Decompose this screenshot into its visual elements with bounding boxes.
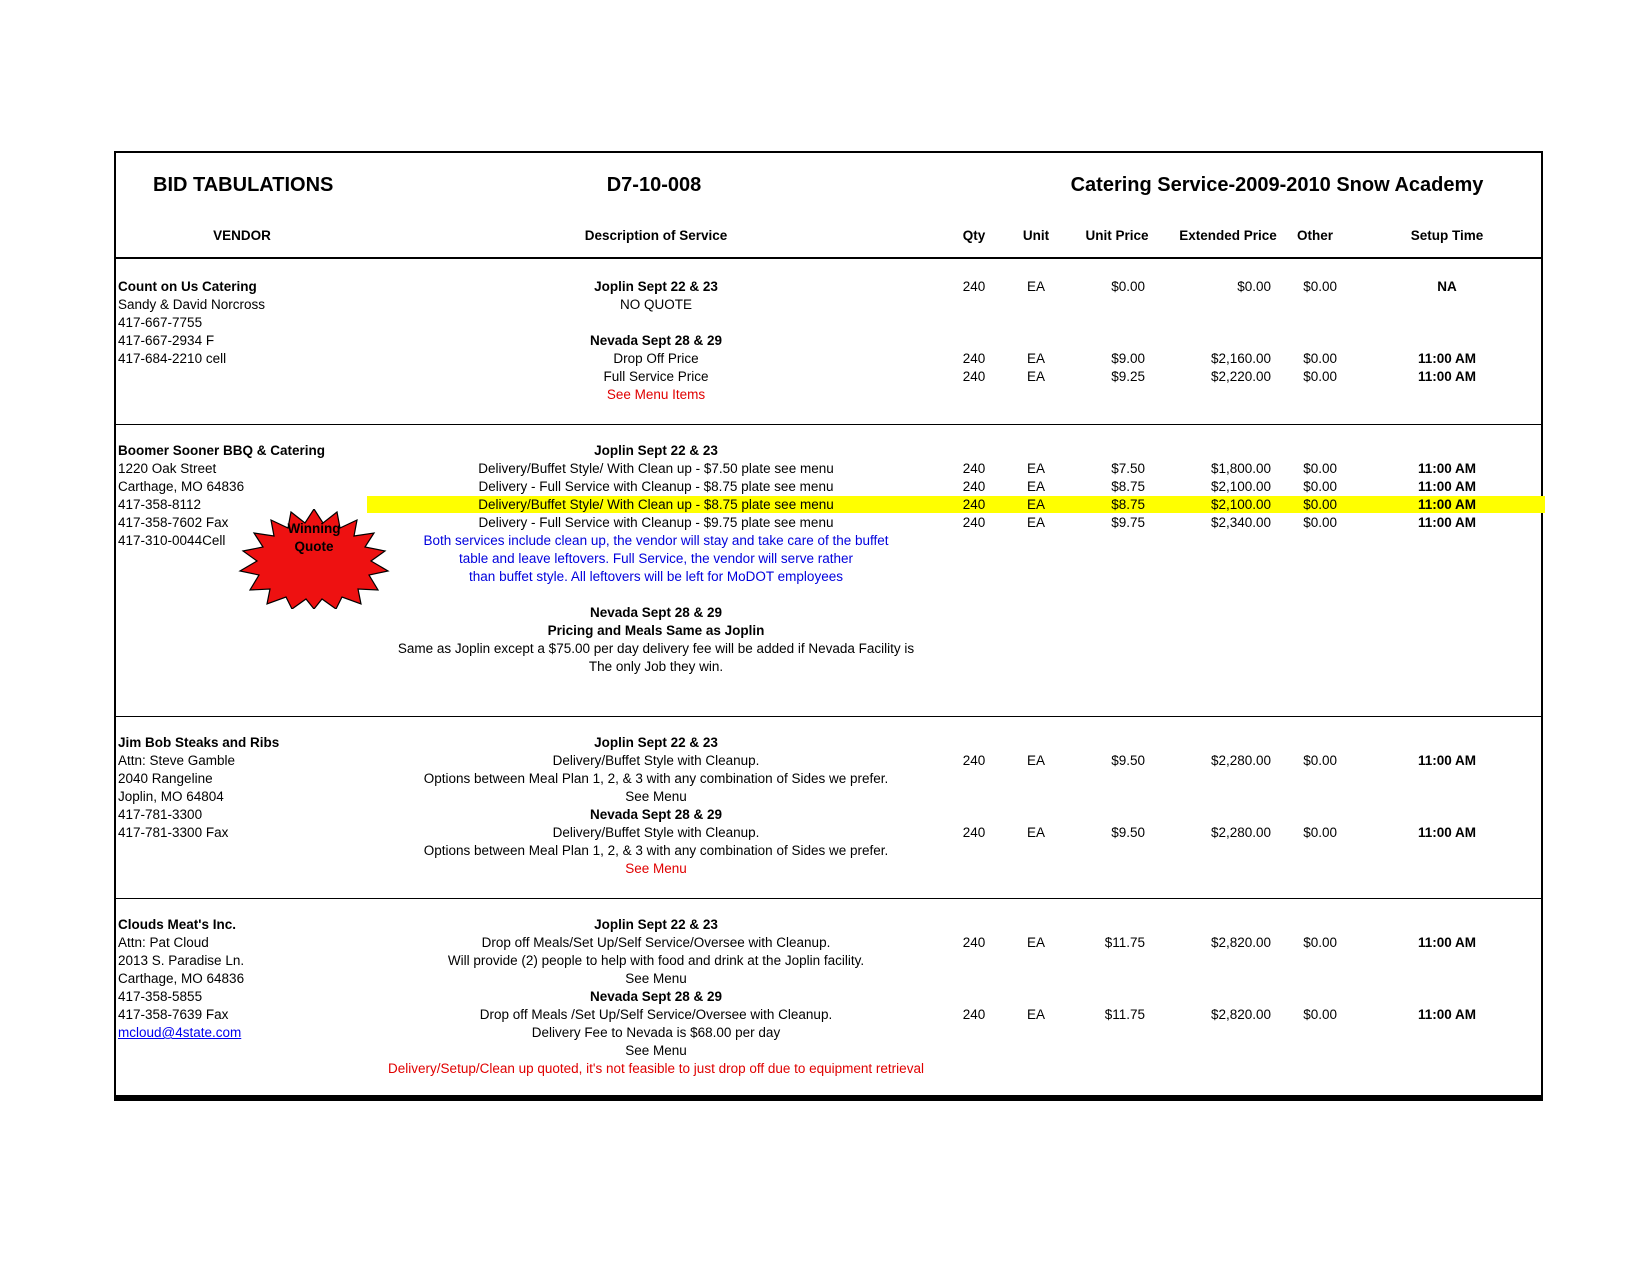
service-line: Delivery/Buffet Style with Cleanup.: [552, 753, 760, 768]
vendor-contact: Attn: Steve Gamble: [118, 753, 236, 768]
unit-cell: EA: [1026, 935, 1046, 950]
service-note: than buffet style. All leftovers will be left for MoDOT employees: [469, 569, 843, 584]
service-options: Options between Meal Plan 1, 2, & 3 with any combination of Sides we prefer.: [423, 843, 889, 858]
unit-price-cell: $8.75: [1111, 479, 1145, 494]
setup-time-cell: 11:00 AM: [1417, 479, 1477, 494]
setup-time-cell: 11:00 AM: [1417, 369, 1477, 384]
unit-price-cell: $9.00: [1111, 351, 1145, 366]
service-line: Drop off Meals/Set Up/Self Service/Oversee with Cleanup.: [481, 935, 831, 950]
header-divider: [116, 257, 1541, 259]
extended-price-cell: $2,820.00: [1210, 1007, 1271, 1022]
other-cell: $0.00: [1303, 1007, 1337, 1022]
service-line: Delivery - Full Service with Cleanup - $9.75 plate see menu: [478, 515, 834, 530]
qty-cell: 240: [962, 351, 986, 366]
setup-time-cell: 11:00 AM: [1417, 515, 1477, 530]
service-line-winning: Delivery/Buffet Style/ With Clean up - $8.75 plate see menu: [478, 497, 834, 512]
vendor-fax: 417-358-7639 Fax: [118, 1007, 229, 1022]
qty-cell: 240: [962, 935, 986, 950]
unit-price-cell: $9.25: [1111, 369, 1145, 384]
unit-cell: EA: [1026, 1007, 1046, 1022]
service-note: Both services include clean up, the vendor will stay and take care of the buffet: [423, 533, 889, 548]
qty-cell: 240: [962, 1007, 986, 1022]
joplin-heading: Joplin Sept 22 & 23: [594, 443, 718, 458]
other-cell: $0.00: [1303, 479, 1337, 494]
extended-price-cell: $1,800.00: [1210, 461, 1271, 476]
vendor-cell: 417-684-2210 cell: [118, 351, 227, 366]
service-staffing: Will provide (2) people to help with food and drink at the Joplin facility.: [447, 953, 865, 968]
service-line: Delivery/Buffet Style with Cleanup.: [552, 825, 760, 840]
service-line: Delivery/Buffet Style/ With Clean up - $7.50 plate see menu: [478, 461, 834, 476]
service-note: table and leave leftovers. Full Service, the vendor will serve rather: [459, 551, 853, 566]
col-qty: Qty: [962, 228, 986, 243]
unit-cell: EA: [1026, 351, 1046, 366]
qty-cell: 240: [962, 369, 986, 384]
vendor-name: Boomer Sooner BBQ & Catering: [118, 443, 326, 458]
col-description: Description of Service: [584, 228, 728, 243]
bid-subject: Catering Service-2009-2010 Snow Academy: [1070, 174, 1484, 196]
service-options: Options between Meal Plan 1, 2, & 3 with any combination of Sides we prefer.: [423, 771, 889, 786]
section-divider: [116, 898, 1541, 899]
extended-price-cell: $2,220.00: [1210, 369, 1271, 384]
setup-time-cell: NA: [1437, 279, 1457, 294]
section-divider: [116, 716, 1541, 717]
unit-cell: EA: [1026, 753, 1046, 768]
unit-cell: EA: [1026, 369, 1046, 384]
vendor-city: Joplin, MO 64804: [118, 789, 224, 804]
vendor-fax: 417-667-2934 F: [118, 333, 215, 348]
nevada-heading: Nevada Sept 28 & 29: [589, 807, 723, 822]
see-menu-note: See Menu: [625, 789, 687, 804]
vendor-contact: Attn: Pat Cloud: [118, 935, 209, 950]
unit-price-cell: $9.75: [1111, 515, 1145, 530]
service-line: Drop off Meals /Set Up/Self Service/Oversee with Cleanup.: [479, 1007, 833, 1022]
other-cell: $0.00: [1303, 351, 1337, 366]
extended-price-cell: $2,280.00: [1210, 825, 1271, 840]
setup-time-cell: 11:00 AM: [1417, 935, 1477, 950]
qty-cell: 240: [962, 515, 986, 530]
unit-price-cell: $11.75: [1104, 935, 1145, 950]
other-cell: $0.00: [1303, 279, 1337, 294]
setup-time-cell: 11:00 AM: [1417, 461, 1477, 476]
vendor-name: Clouds Meat's Inc.: [118, 917, 236, 932]
see-menu-note: See Menu: [625, 971, 687, 986]
other-cell: $0.00: [1303, 753, 1337, 768]
see-menu-note: See Menu Items: [606, 387, 706, 402]
bid-tabulation-table: [114, 151, 1543, 1101]
extended-price-cell: $2,280.00: [1210, 753, 1271, 768]
col-other: Other: [1296, 228, 1334, 243]
nevada-heading: Nevada Sept 28 & 29: [589, 989, 723, 1004]
vendor-fax: 417-781-3300 Fax: [118, 825, 229, 840]
nevada-heading: Nevada Sept 28 & 29: [589, 333, 723, 348]
joplin-heading: Joplin Sept 22 & 23: [594, 917, 718, 932]
vendor-phone: 417-358-5855: [118, 989, 203, 1004]
vendor-city: Carthage, MO 64836: [118, 479, 245, 494]
qty-cell: 240: [962, 497, 986, 512]
qty-cell: 240: [962, 461, 986, 476]
extended-price-cell: $2,100.00: [1210, 479, 1271, 494]
vendor-contact: Sandy & David Norcross: [118, 297, 266, 312]
setup-time-cell: 11:00 AM: [1417, 351, 1477, 366]
vendor-note: Delivery/Setup/Clean up quoted, it's not feasible to just drop off due to equipment retrieval: [388, 1061, 924, 1076]
setup-time-cell: 11:00 AM: [1417, 497, 1477, 512]
other-cell: $0.00: [1303, 935, 1337, 950]
qty-cell: 240: [962, 479, 986, 494]
col-extended-price: Extended Price: [1179, 228, 1277, 243]
col-vendor: VENDOR: [213, 228, 271, 243]
vendor-name: Jim Bob Steaks and Ribs: [118, 735, 280, 750]
unit-price-cell: $9.50: [1111, 825, 1145, 840]
other-cell: $0.00: [1303, 515, 1337, 530]
nevada-text: Same as Joplin except a $75.00 per day delivery fee will be added if Nevada Facility is: [397, 641, 915, 656]
vendor-name: Count on Us Catering: [118, 279, 257, 294]
vendor-address: 2013 S. Paradise Ln.: [118, 953, 245, 968]
extended-price-cell: $2,820.00: [1210, 935, 1271, 950]
vendor-address: 1220 Oak Street: [118, 461, 217, 476]
qty-cell: 240: [962, 753, 986, 768]
nevada-text: The only Job they win.: [588, 659, 724, 674]
see-menu-note: See Menu: [625, 861, 687, 876]
joplin-heading: Joplin Sept 22 & 23: [594, 279, 718, 294]
setup-time-cell: 11:00 AM: [1417, 1007, 1477, 1022]
unit-cell: EA: [1026, 825, 1046, 840]
unit-cell: EA: [1026, 461, 1046, 476]
unit-price-cell: $9.50: [1111, 753, 1145, 768]
service-line: Drop Off Price: [613, 351, 699, 366]
unit-price-cell: $8.75: [1111, 497, 1145, 512]
no-quote: NO QUOTE: [619, 297, 693, 312]
extended-price-cell: $2,160.00: [1210, 351, 1271, 366]
unit-cell: EA: [1026, 279, 1046, 294]
vendor-phone: 417-358-8112: [118, 497, 202, 512]
other-cell: $0.00: [1303, 461, 1337, 476]
vendor-email-link[interactable]: mcloud@4state.com: [118, 1025, 242, 1040]
joplin-heading: Joplin Sept 22 & 23: [594, 735, 718, 750]
unit-price-cell: $7.50: [1111, 461, 1145, 476]
other-cell: $0.00: [1303, 825, 1337, 840]
section-divider: [116, 424, 1541, 425]
vendor-fax: 417-358-7602 Fax: [118, 515, 229, 530]
extended-price-cell: $0.00: [1237, 279, 1271, 294]
qty-cell: 240: [962, 279, 986, 294]
page-title: BID TABULATIONS: [153, 174, 334, 196]
unit-price-cell: $11.75: [1104, 1007, 1145, 1022]
see-menu-note: See Menu: [625, 1043, 687, 1058]
vendor-cell: 417-310-0044Cell: [118, 533, 226, 548]
other-cell: $0.00: [1303, 497, 1337, 512]
qty-cell: 240: [962, 825, 986, 840]
extended-price-cell: $2,340.00: [1210, 515, 1271, 530]
other-cell: $0.00: [1303, 369, 1337, 384]
vendor-phone: 417-781-3300: [118, 807, 203, 822]
col-setup-time: Setup Time: [1410, 228, 1484, 243]
unit-price-cell: $0.00: [1111, 279, 1145, 294]
vendor-phone: 417-667-7755: [118, 315, 203, 330]
service-line: Delivery - Full Service with Cleanup - $8.75 plate see menu: [478, 479, 834, 494]
service-line: Full Service Price: [603, 369, 709, 384]
vendor-address: 2040 Rangeline: [118, 771, 213, 786]
nevada-heading: Nevada Sept 28 & 29: [589, 605, 723, 620]
unit-cell: EA: [1026, 515, 1046, 530]
bid-code: D7-10-008: [606, 174, 702, 196]
setup-time-cell: 11:00 AM: [1417, 753, 1477, 768]
unit-cell: EA: [1026, 497, 1046, 512]
unit-cell: EA: [1026, 479, 1046, 494]
setup-time-cell: 11:00 AM: [1417, 825, 1477, 840]
badge-text: Quote: [294, 539, 334, 554]
vendor-city: Carthage, MO 64836: [118, 971, 245, 986]
col-unit: Unit: [1022, 228, 1050, 243]
delivery-fee: Delivery Fee to Nevada is $68.00 per day: [531, 1025, 781, 1040]
col-unit-price: Unit Price: [1085, 228, 1149, 243]
extended-price-cell: $2,100.00: [1210, 497, 1271, 512]
badge-text: Winning: [287, 521, 341, 536]
nevada-subheading: Pricing and Meals Same as Joplin: [547, 623, 765, 638]
